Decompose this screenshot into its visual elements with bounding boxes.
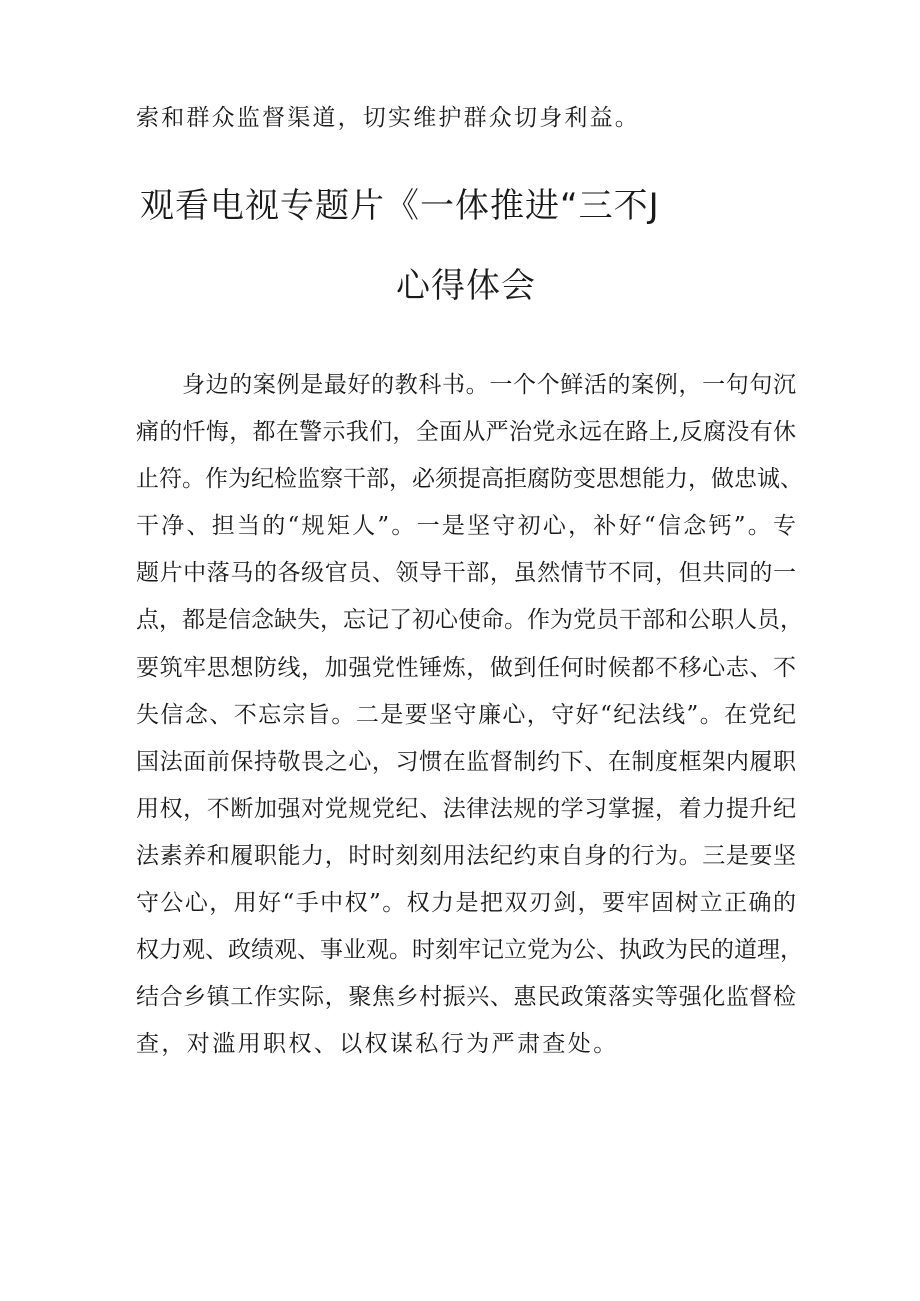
body-line: 身边的案例是最好的教科书。一个个鲜活的案例，一句句沉 <box>182 372 796 398</box>
previous-paragraph-tail: 索和群众监督渠道，切实维护群众切身利益。 <box>136 105 640 131</box>
body-line: 国法面前保持敬畏之心，习惯在监督制约下、在制度框架内履职 <box>136 748 796 775</box>
title-line-1: 观看电视专题片《一体推进“三不J <box>140 186 660 226</box>
body-line: 查，对滥用职权、以权谋私行为严肃查处。 <box>136 1031 619 1058</box>
body-line: 点，都是信念缺失，忘记了初心使命。作为党员干部和公职人员， <box>136 607 803 634</box>
body-line: 失信念、不忘宗旨。二是要坚守廉心，守好“纪法线”。在党纪 <box>136 701 796 728</box>
body-line: 要筑牢思想防线，加强党性锤炼，做到任何时候都不移心志、不 <box>136 654 796 681</box>
body-line: 结合乡镇工作实际，聚焦乡村振兴、惠民政策落实等强化监督检 <box>136 984 796 1011</box>
body-line: 用权，不断加强对党规党纪、法律法规的学习掌握，着力提升纪 <box>136 795 796 822</box>
body-line: 法素养和履职能力，时时刻刻用法纪约束自身的行为。三是要坚 <box>136 842 796 869</box>
body-line: 守公心，用好“手中权”。权力是把双刃剑，要牢固树立正确的 <box>136 890 796 917</box>
title-line-2: 心得体会 <box>396 266 536 306</box>
body-line: 痛的忏悔，都在警示我们，全面从严治党永远在路上,反腐没有休 <box>136 419 796 446</box>
body-line: 题片中落马的各级官员、领导干部，虽然情节不同，但共同的一 <box>136 560 796 587</box>
body-line: 干净、担当的“规矩人”。一是坚守初心，补好“信念钙”。专 <box>136 513 796 540</box>
body-paragraph <box>136 362 803 1068</box>
body-line: 止符。作为纪检监察干部，必须提高拒腐防变思想能力，做忠诚、 <box>136 466 803 493</box>
body-line: 权力观、政绩观、事业观。时刻牢记立党为公、执政为民的道理， <box>136 937 803 964</box>
